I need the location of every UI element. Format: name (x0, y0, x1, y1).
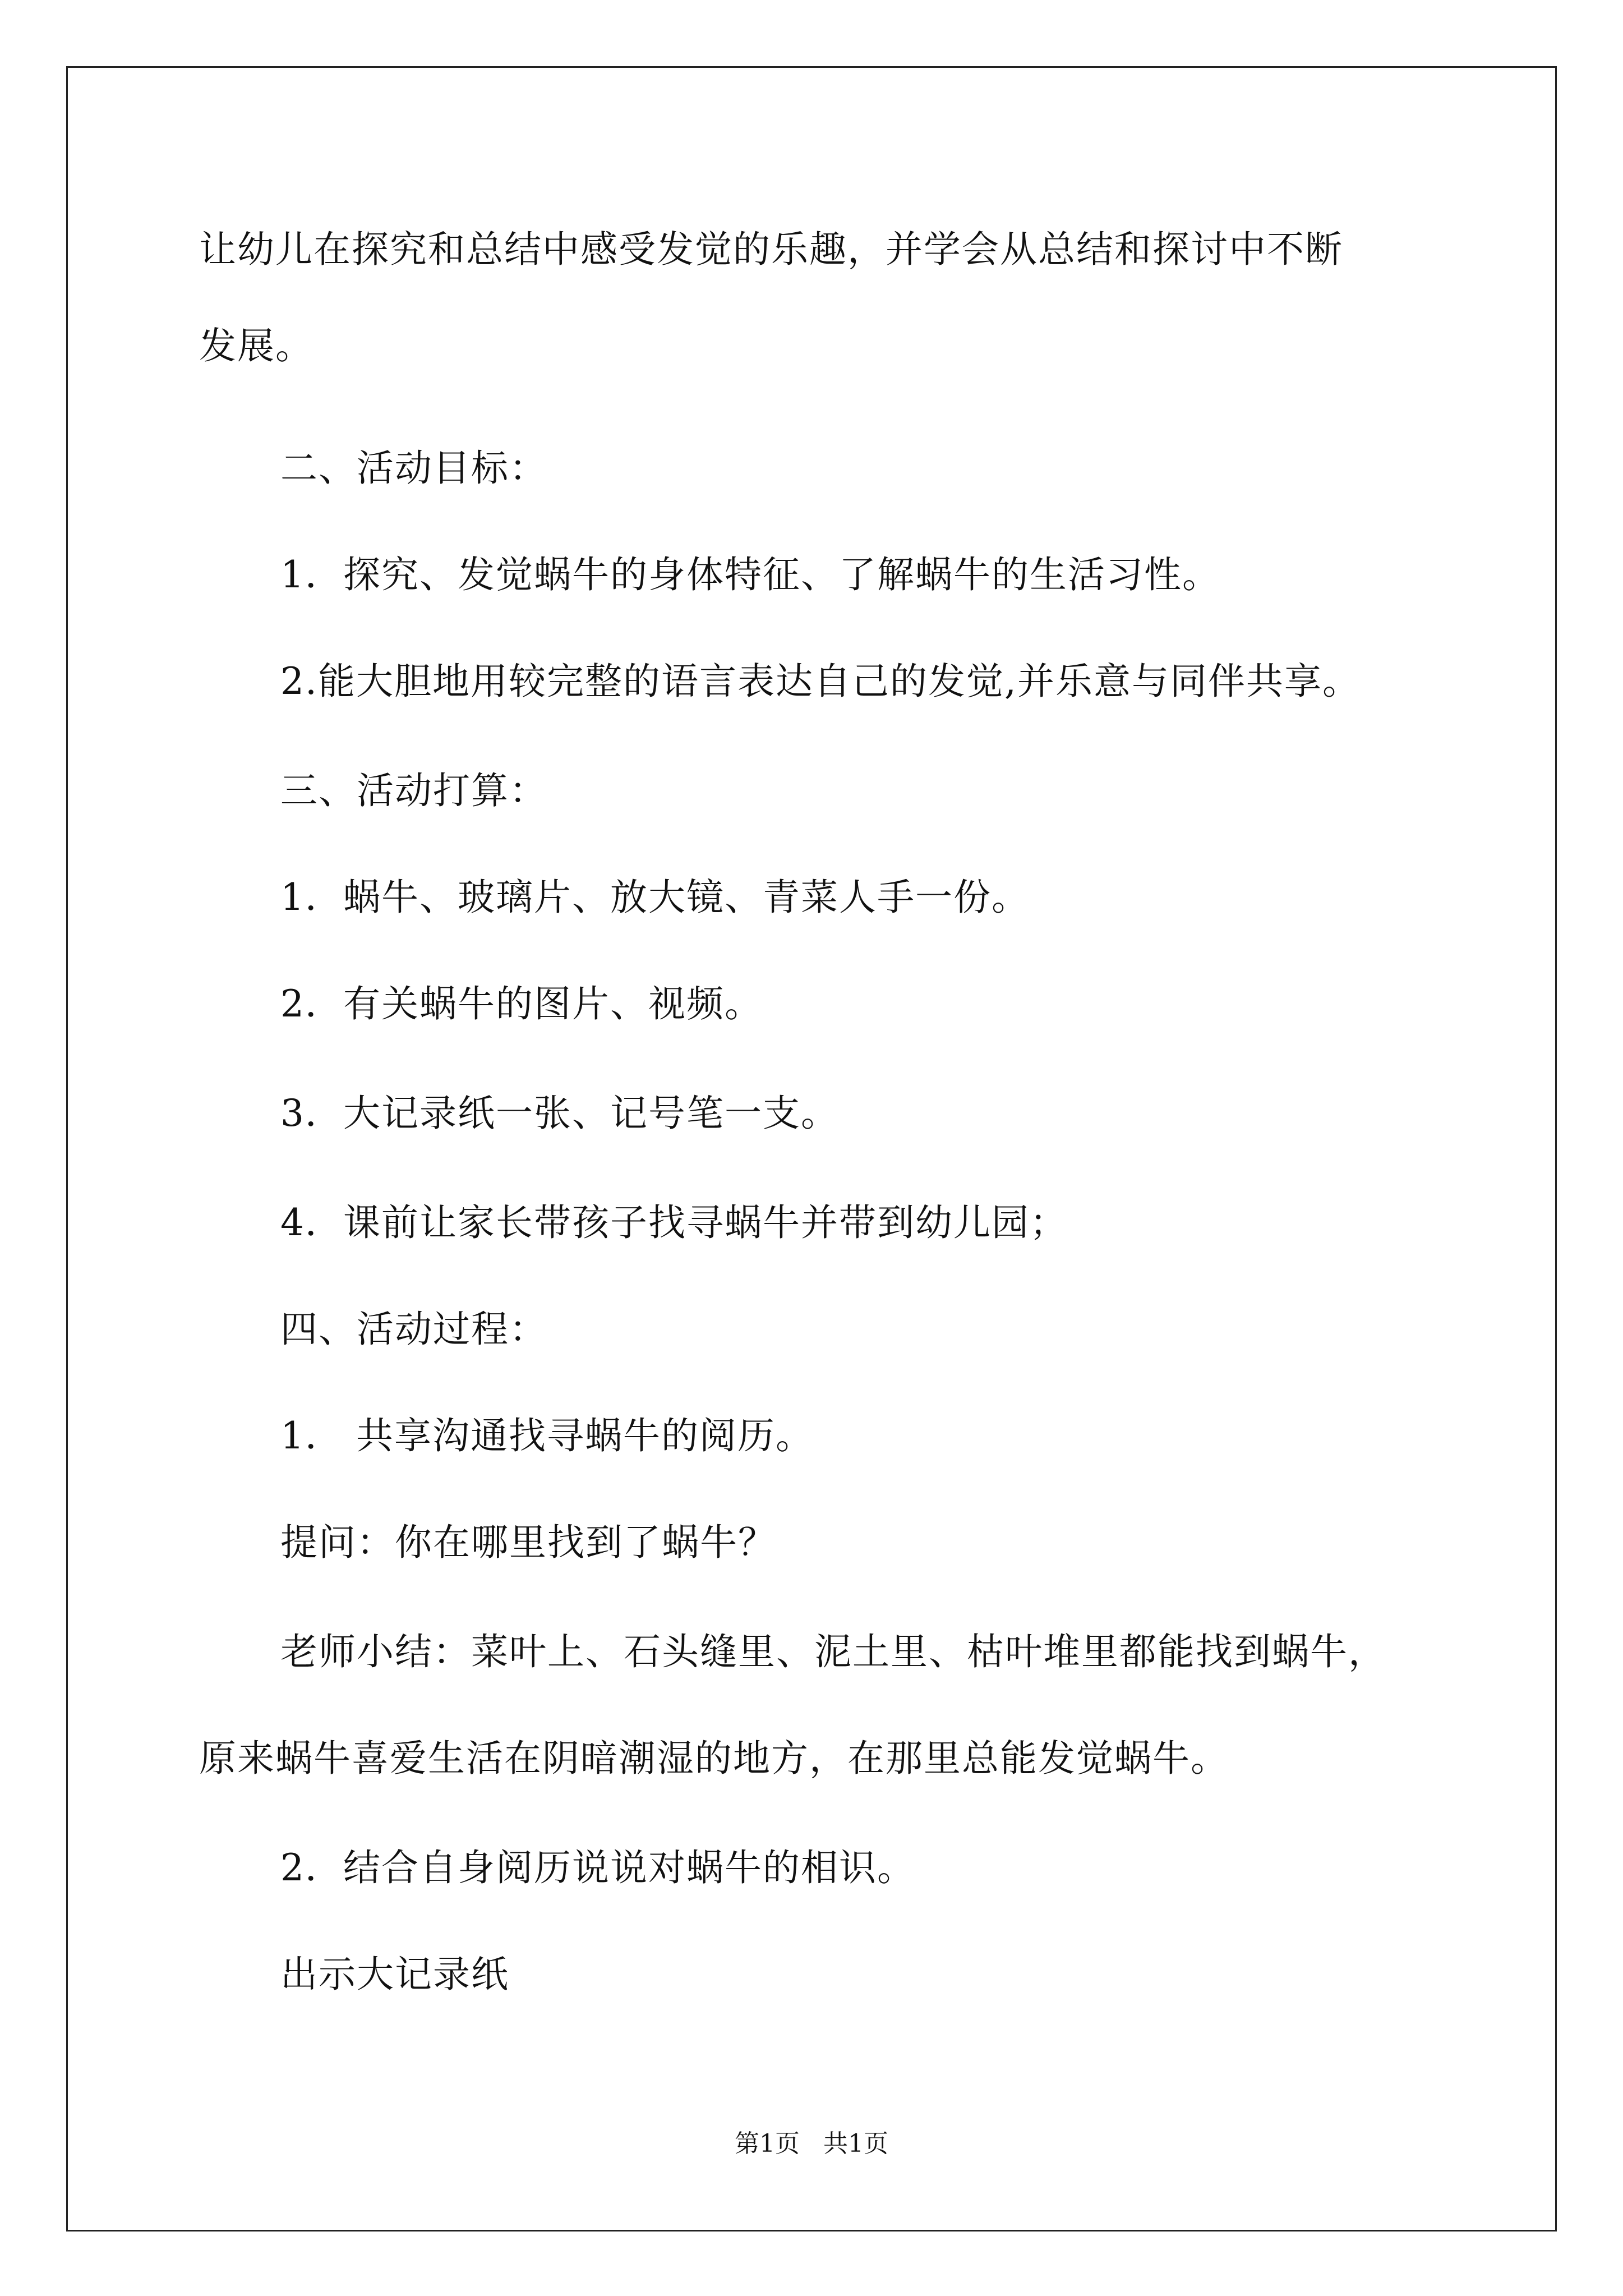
show-record-paper: 出示大记录纸 (280, 1953, 509, 1996)
preparation-item-3: 3．大记录纸一张、记号笔一支。 (280, 1092, 839, 1135)
heading-activity-preparation: 三、活动打算： (280, 769, 547, 812)
process-item-2: 2．结合自身阅历说说对蜗牛的相识。 (280, 1846, 915, 1889)
preparation-item-2: 2．有关蜗牛的图片、视频。 (280, 982, 763, 1025)
heading-activity-process: 四、活动过程： (280, 1308, 547, 1351)
goal-item-1: 1．探究、发觉蜗牛的身体特征、了解蜗牛的生活习性。 (280, 553, 1220, 596)
question-text: 提问：你在哪里找到了蜗牛？ (280, 1521, 776, 1564)
teacher-summary-line-2: 原来蜗牛喜爱生活在阴暗潮湿的地方，在那里总能发觉蜗牛。 (199, 1737, 1229, 1780)
paragraph-intro-line-1: 让幼儿在探究和总结中感受发觉的乐趣，并学会从总结和探讨中不断 (199, 228, 1343, 271)
preparation-item-1: 1．蜗牛、玻璃片、放大镜、青菜人手一份。 (280, 876, 1030, 919)
teacher-summary-line-1: 老师小结：菜叶上、石头缝里、泥土里、枯叶堆里都能找到蜗牛， (280, 1630, 1386, 1673)
heading-activity-goals: 二、活动目标： (280, 447, 547, 490)
page-number-footer: 第1页 共1页 (735, 2129, 888, 2158)
goal-item-2: 2.能大胆地用较完整的语言表达自己的发觉,并乐意与同伴共享。 (280, 660, 1361, 703)
preparation-item-4: 4．课前让家长带孩子找寻蜗牛并带到幼儿园； (280, 1201, 1068, 1244)
process-item-1: 1． 共享沟通找寻蜗牛的阅历。 (280, 1414, 814, 1457)
paragraph-intro-line-2: 发展。 (199, 324, 313, 367)
page-border (66, 66, 1557, 2231)
